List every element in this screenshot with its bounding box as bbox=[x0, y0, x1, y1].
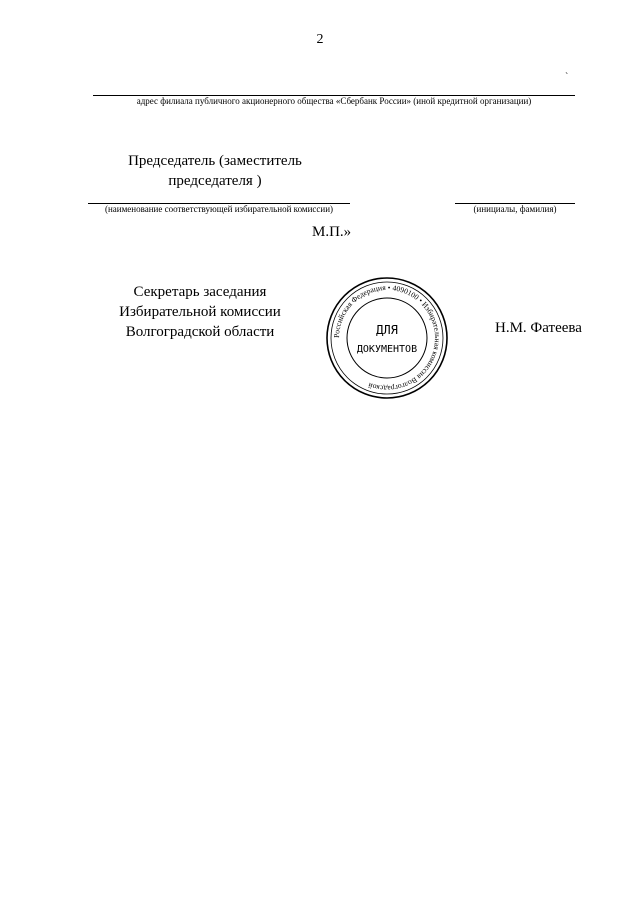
secretary-name: Н.М. Фатеева bbox=[495, 320, 582, 336]
secretary-line2: Избирательной комиссии bbox=[119, 304, 281, 320]
page-number: 2 bbox=[316, 32, 324, 47]
secretary-line1: Секретарь заседания bbox=[133, 284, 267, 300]
address-caption: адрес филиала публичного акционерного общества «Сбербанк России» (иной кредитной организации) bbox=[136, 96, 532, 106]
stamp-center-line1: ДЛЯ bbox=[376, 323, 398, 337]
initials-caption: (инициалы, фамилия) bbox=[473, 204, 557, 214]
commission-caption: (наименование соответствующей избирательной комиссии) bbox=[104, 204, 334, 214]
chairman-title-line1: Председатель (заместитель bbox=[128, 153, 302, 169]
official-stamp bbox=[325, 276, 449, 400]
secretary-block bbox=[95, 282, 305, 342]
stamp-mid-ring bbox=[331, 282, 443, 394]
secretary-line3: Волгоградской области bbox=[125, 324, 275, 340]
stamp-outer-ring bbox=[327, 278, 447, 398]
stray-mark: ` bbox=[565, 72, 569, 83]
seal-place: М.П.» bbox=[312, 224, 352, 240]
chairman-title bbox=[90, 151, 340, 191]
stamp-inner-ring bbox=[347, 298, 427, 378]
stamp-center-line2: ДОКУМЕНТОВ bbox=[356, 344, 418, 355]
chairman-title-line2: председателя ) bbox=[168, 173, 262, 189]
stamp-ring-text: Российская Федерация • 4090100 • Избирательная комиссия Волгоградской bbox=[331, 282, 443, 394]
